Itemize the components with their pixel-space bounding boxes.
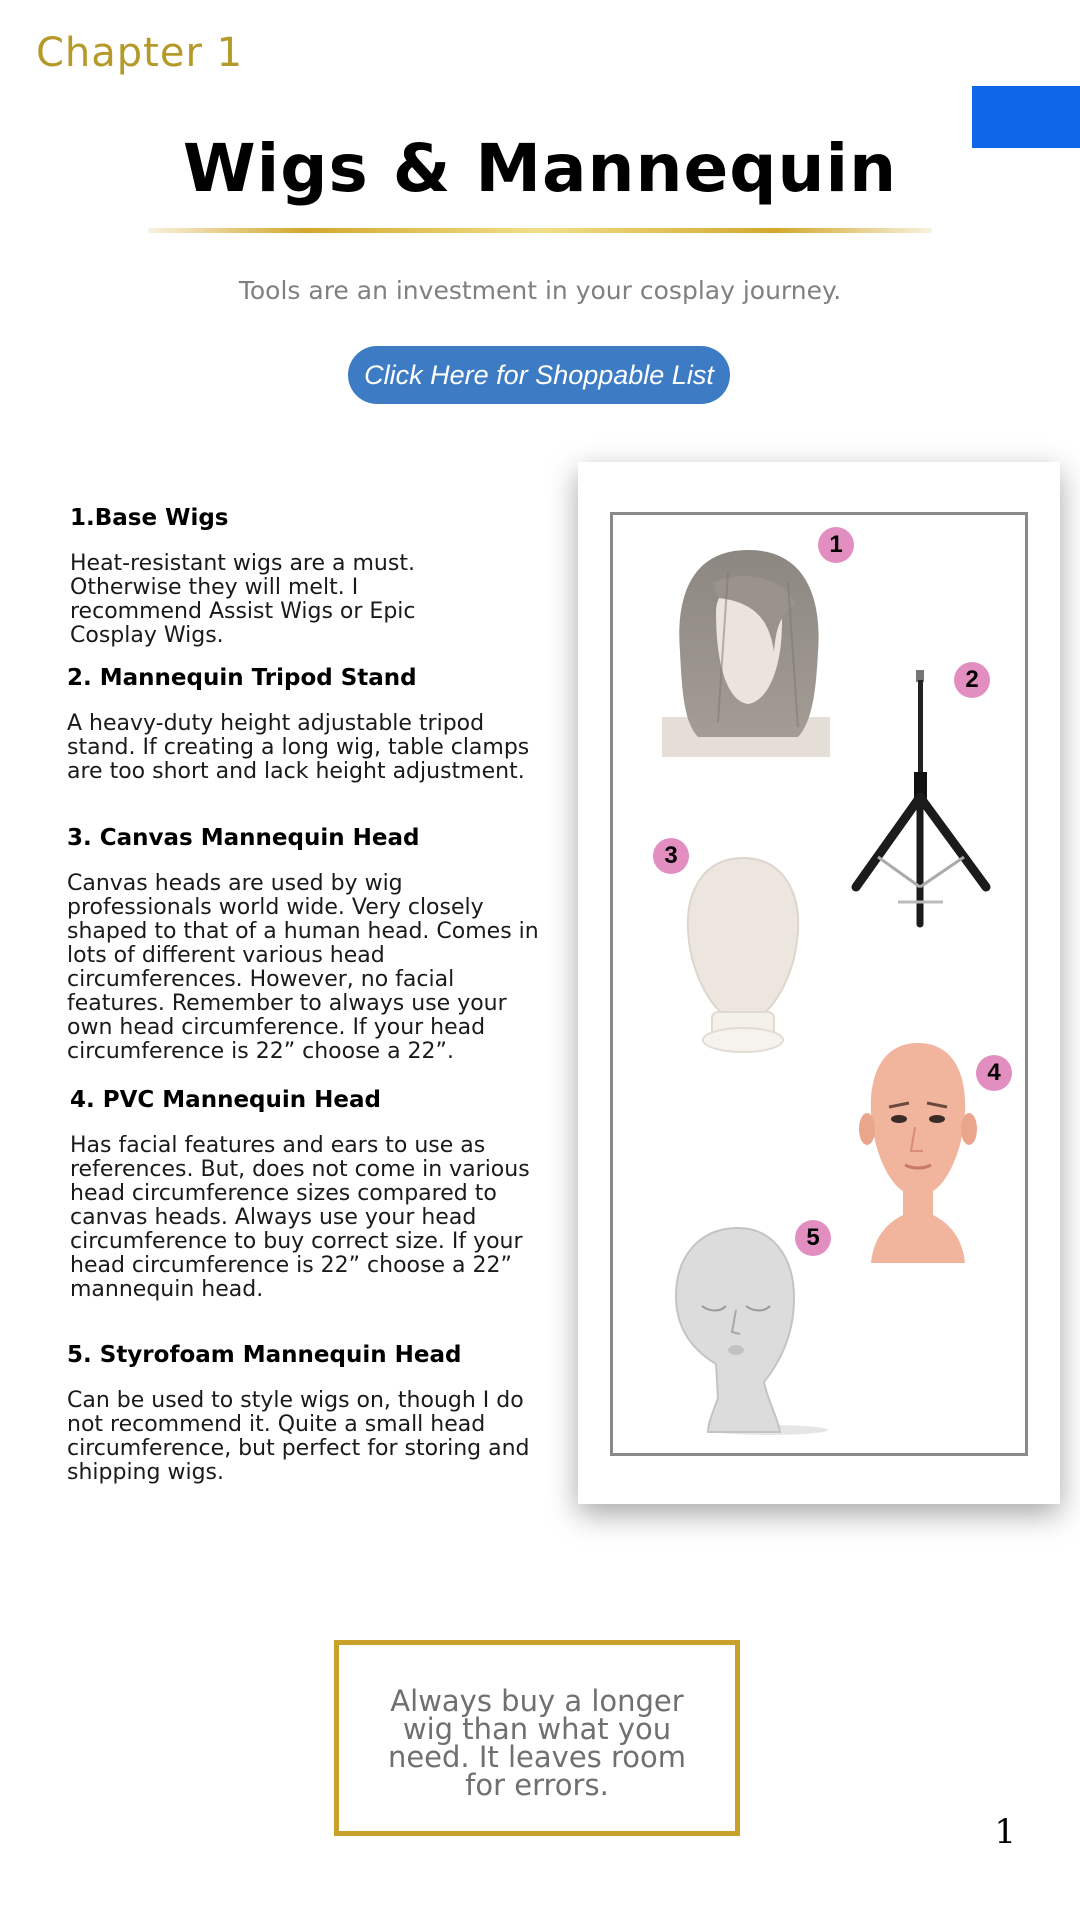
wig-illustration: [658, 542, 838, 762]
item-body-pvc-head: Has facial features and ears to use as references. But, does not come in various head circumference sizes compared to canvas heads. Always use your head circumference to buy correct size. If your head circumference is 22” choose a 22” mannequin head.: [70, 1133, 530, 1302]
tip-callout-box: [334, 1640, 740, 1836]
badge-4: 4: [976, 1055, 1012, 1091]
chapter-label: Chapter 1: [36, 30, 244, 76]
item-heading-base-wigs: 1.Base Wigs: [70, 505, 229, 531]
tip-text: Always buy a longer wig than what you need. It leaves room for errors.: [387, 1684, 687, 1802]
item-heading-styrofoam-head: 5. Styrofoam Mannequin Head: [67, 1342, 462, 1368]
tripod-illustration: [848, 662, 998, 932]
badge-3: 3: [653, 838, 689, 874]
pvc-head-illustration: [853, 1037, 983, 1267]
item-heading-tripod-stand: 2. Mannequin Tripod Stand: [67, 665, 417, 691]
item-body-canvas-head: Canvas heads are used by wig professionals world wide. Very closely shaped to that of a human head. Comes in lots of different various head circumferences. However, no facial features. Remember to always use your own head circumference. If your head circumference is 22” choose a 22”.: [67, 871, 539, 1064]
badge-2: 2: [954, 662, 990, 698]
product-image-card: [578, 462, 1060, 1504]
shoppable-list-button[interactable]: Click Here for Shoppable List: [348, 346, 730, 404]
page-title: Wigs & Mannequin: [182, 130, 898, 207]
item-heading-canvas-head: 3. Canvas Mannequin Head: [67, 825, 420, 851]
canvas-head-illustration: [678, 852, 808, 1062]
badge-5: 5: [795, 1220, 831, 1256]
item-body-tripod-stand: A heavy-duty height adjustable tripod stand. If creating a long wig, table clamps are too short and lack height adjustment.: [67, 711, 530, 784]
page-tagline: Tools are an investment in your cosplay journey.: [238, 276, 842, 305]
badge-1: 1: [818, 527, 854, 563]
item-body-base-wigs: Heat-resistant wigs are a must. Otherwise they will melt. I recommend Assist Wigs or Epic Cosplay Wigs.: [70, 551, 416, 648]
item-heading-pvc-head: 4. PVC Mannequin Head: [70, 1087, 381, 1113]
page-number: 1: [994, 1812, 1016, 1852]
title-divider: [148, 228, 932, 233]
item-body-styrofoam-head: Can be used to style wigs on, though I do not recommend it. Quite a small head circumference, but perfect for storing and shipping wigs.: [67, 1388, 530, 1485]
